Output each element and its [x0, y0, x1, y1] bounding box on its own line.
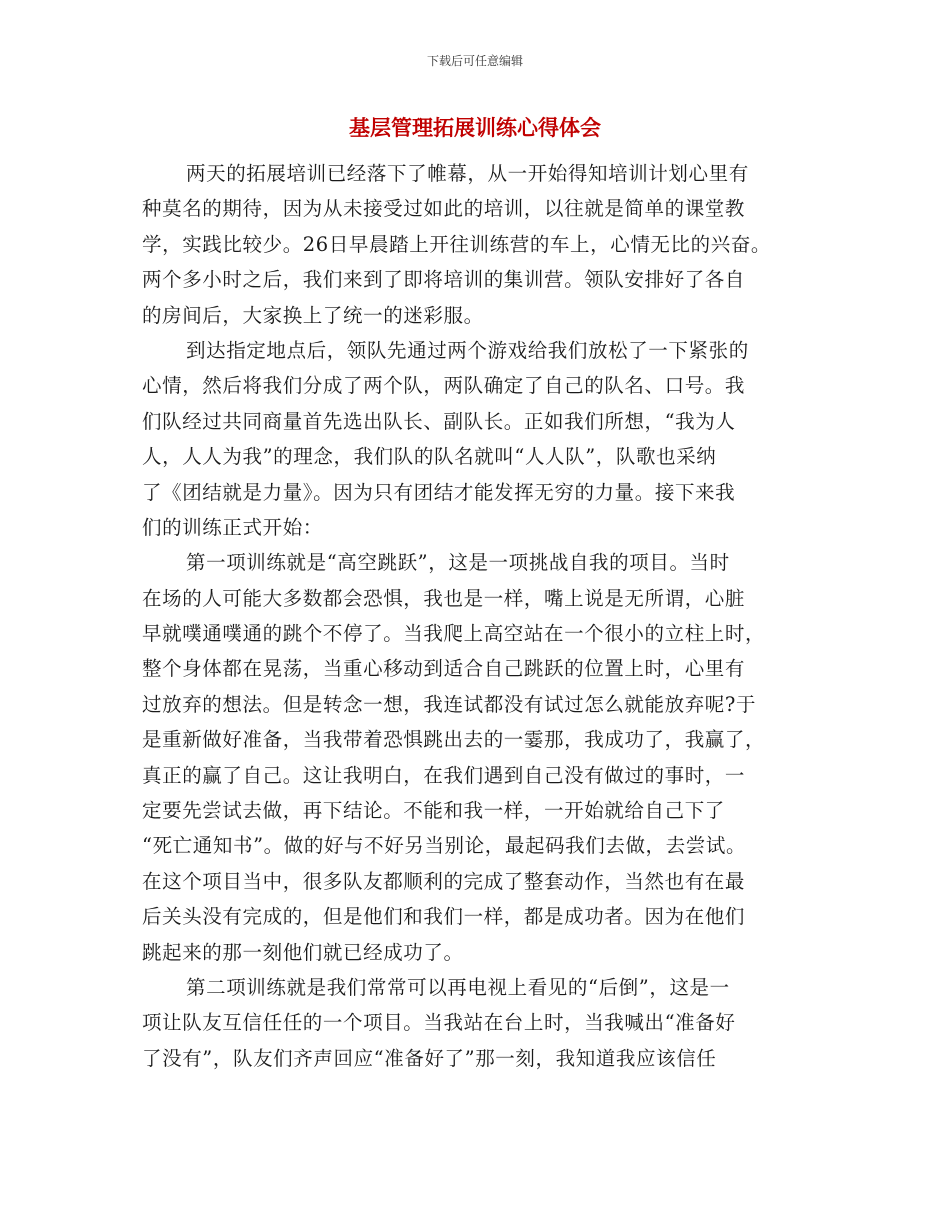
text-line: 两个多小时之后，我们来到了即将培训的集训营。领队安排好了各自: [142, 268, 746, 292]
text-line: “死亡通知书”。做的好与不好另当别论，最起码我们去做，去尝试。: [142, 834, 747, 858]
document-title: 基层管理拓展训练心得体会: [349, 116, 601, 140]
text-line: 心情，然后将我们分成了两个队，两队确定了自己的队名、口号。我: [142, 374, 746, 398]
text-line: 后关头没有完成的，但是他们和我们一样，都是成功者。因为在他们: [142, 905, 746, 929]
text-line: 两天的拓展培训已经落下了帷幕，从一开始得知培训计划心里有: [186, 162, 749, 185]
text-line: 第一项训练就是“高空跳跃”，这是一项挑战自我的项目。当时: [186, 551, 730, 575]
text-line: 是重新做好准备，当我带着恐惧跳出去的一霎那，我成功了，我赢了，: [142, 728, 766, 752]
text-line: 跳起来的那一刻他们就已经成功了。: [142, 940, 464, 964]
text-line: 真正的赢了自己。这让我明白，在我们遇到自己没有做过的事时，一: [142, 763, 746, 787]
document-body: [142, 156, 822, 1076]
text-line: 了没有”，队友们齐声回应“准备好了”那一刻，我知道我应该信任: [142, 1046, 717, 1070]
text-line: 在场的人可能大多数都会恐惧，我也是一样，嘴上说是无所谓，心脏: [142, 586, 746, 610]
text-line: 到达指定地点后，领队先通过两个游戏给我们放松了一下紧张的: [186, 338, 749, 362]
text-line: 项让队友互信任任的一个项目。当我站在台上时，当我喊出“准备好: [142, 1011, 736, 1035]
text-line: 们的训练正式开始：: [142, 515, 323, 539]
text-line: 定要先尝试去做，再下结论。不能和我一样，一开始就给自己下了: [142, 799, 725, 823]
text-line: 在这个项目当中，很多队友都顺利的完成了整套动作，当然也有在最: [142, 869, 746, 893]
text-line: 早就噗通噗通的跳个不停了。当我爬上高空站在一个很小的立柱上时，: [142, 622, 766, 646]
text-line: 人，人人为我”的理念，我们队的队名就叫“人人队”，队歌也采纳: [142, 445, 717, 469]
text-line: 过放弃的想法。但是转念一想，我连试都没有试过怎么就能放弃呢?于: [142, 692, 757, 716]
text-line: 整个身体都在晃荡，当重心移动到适合自己跳跃的位置上时，心里有: [142, 657, 746, 681]
page-header: 下载后可任意编辑: [426, 54, 523, 68]
text-line: 的房间后，大家换上了统一的迷彩服。: [142, 303, 484, 327]
text-line: 们队经过共同商量首先选出队长、副队长。正如我们所想，“我为人: [142, 409, 736, 433]
text-line: 第二项训练就是我们常常可以再电视上看见的“后倒”，这是一: [186, 975, 730, 999]
text-line: 学，实践比较少。26日早晨踏上开往训练营的车上，心情无比的兴奋。: [142, 232, 772, 256]
text-line: 了《团结就是力量》。因为只有团结才能发挥无穷的力量。接下来我: [142, 480, 736, 504]
text-line: 种莫名的期待，因为从未接受过如此的培训，以往就是简单的课堂教: [142, 197, 746, 221]
